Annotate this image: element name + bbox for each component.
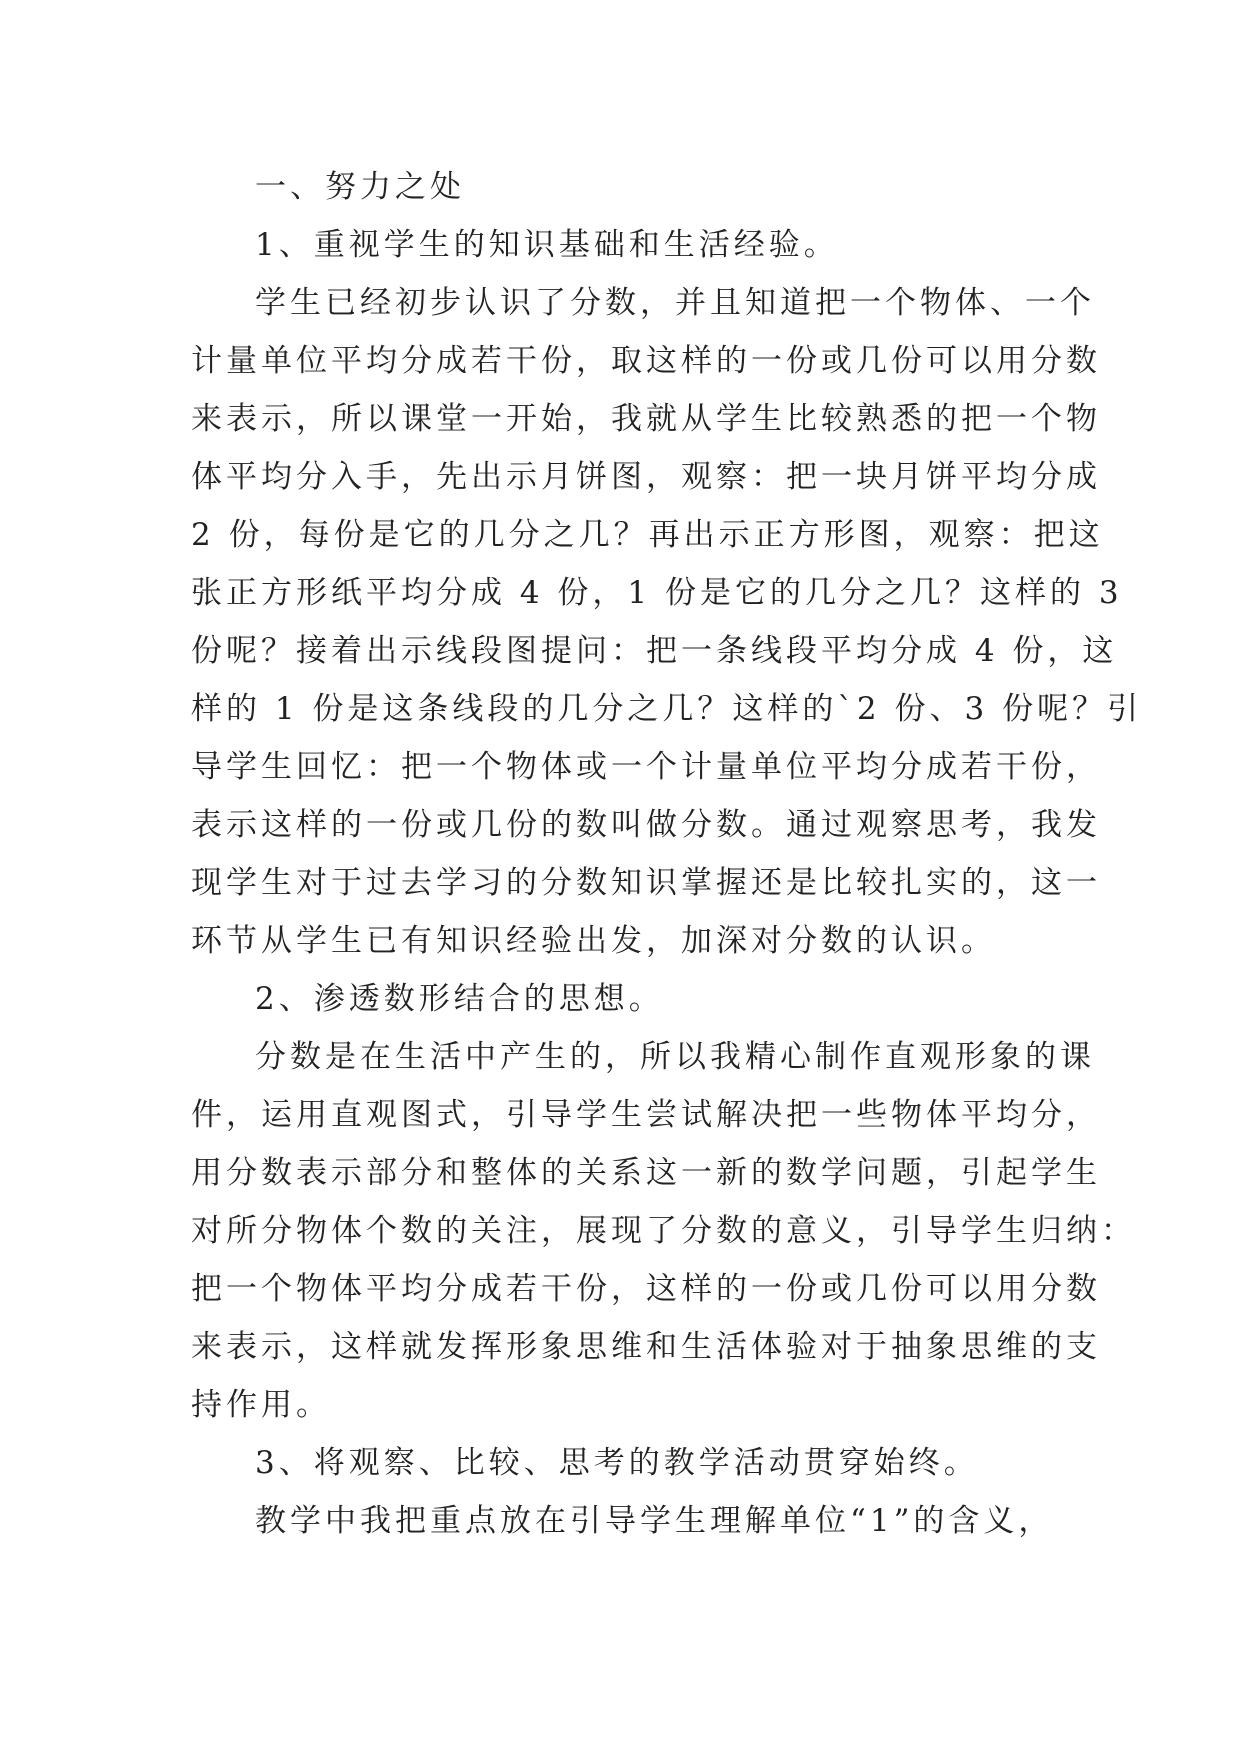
paragraph-line: 表示这样的一份或几份的数叫做分数。通过观察思考，我发	[191, 807, 1101, 843]
paragraph-line: 用分数表示部分和整体的关系这一新的数学问题，引起学生	[191, 1155, 1101, 1191]
paragraph-line: 分数是在生活中产生的，所以我精心制作直观形象的课	[255, 1039, 1095, 1075]
paragraph-line: 件，运用直观图式，引导学生尝试解决把一些物体平均分，	[191, 1097, 1101, 1133]
paragraph-line: 现学生对于过去学习的分数知识掌握还是比较扎实的，这一	[191, 865, 1101, 901]
paragraph-line: 对所分物体个数的关注，展现了分数的意义，引导学生归纳：	[191, 1213, 1136, 1249]
subheading-3: 3、将观察、比较、思考的教学活动贯穿始终。	[255, 1445, 979, 1481]
section-heading: 一、努力之处	[255, 169, 465, 205]
paragraph-line: 张正方形纸平均分成 4 份，1 份是它的几分之几？这样的 3	[191, 575, 1123, 611]
paragraph-line: 体平均分入手，先出示月饼图，观察：把一块月饼平均分成	[191, 459, 1101, 495]
paragraph-line: 环节从学生已有知识经验出发，加深对分数的认识。	[191, 923, 996, 959]
paragraph-line: 来表示，所以课堂一开始，我就从学生比较熟悉的把一个物	[191, 401, 1101, 437]
body-text	[191, 158, 1143, 1550]
subheading-2: 2、渗透数形结合的思想。	[255, 981, 664, 1017]
paragraph-line: 计量单位平均分成若干份，取这样的一份或几份可以用分数	[191, 343, 1101, 379]
subheading-1: 1、重视学生的知识基础和生活经验。	[255, 227, 839, 263]
paragraph-line: 把一个物体平均分成若干份，这样的一份或几份可以用分数	[191, 1271, 1101, 1307]
paragraph-line: 份呢？接着出示线段图提问：把一条线段平均分成 4 份，这	[191, 633, 1118, 669]
paragraph-line: 教学中我把重点放在引导学生理解单位“1”的含义，	[255, 1503, 1054, 1539]
paragraph-line: 样的 1 份是这条线段的几分之几？这样的`2 份、3 份呢？引	[191, 691, 1143, 727]
paragraph-line: 导学生回忆：把一个物体或一个计量单位平均分成若干份，	[191, 749, 1101, 785]
paragraph-line: 2 份，每份是它的几分之几？再出示正方形图，观察：把这	[191, 517, 1104, 553]
paragraph-line: 学生已经初步认识了分数，并且知道把一个物体、一个	[255, 285, 1095, 321]
paragraph-line: 来表示，这样就发挥形象思维和生活体验对于抽象思维的支	[191, 1329, 1101, 1365]
paragraph-line: 持作用。	[191, 1387, 331, 1423]
